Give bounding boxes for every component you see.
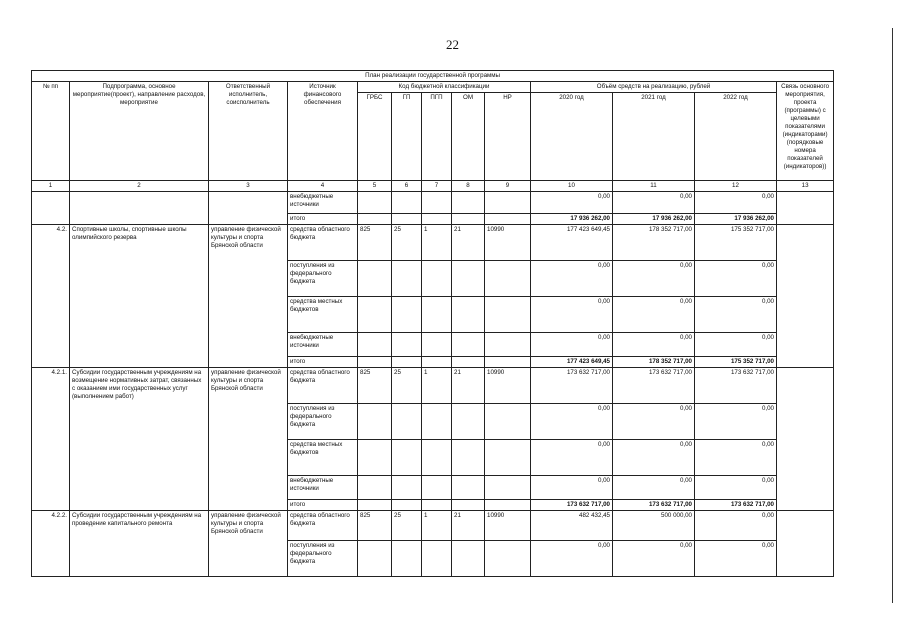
- cell-2022: 0,00: [695, 440, 777, 476]
- cell-2021: 173 632 717,00: [613, 368, 695, 404]
- cell-2022: 0,00: [695, 333, 777, 357]
- header-nr: НР: [485, 93, 531, 181]
- header-2022: 2022 год: [695, 93, 777, 181]
- cell-pgp: 1: [422, 225, 452, 261]
- page-edge-line: [892, 28, 893, 603]
- cell-program: Субсидии государственным учреждениям на возмещение нормативных затрат, связанных с оказанием ими государственных услуг (выполнением работ): [70, 368, 209, 511]
- cell-gp: 25: [392, 225, 422, 261]
- cell-2022: 0,00: [695, 297, 777, 333]
- header-om: ОМ: [452, 93, 485, 181]
- cell-source: итого: [288, 500, 358, 511]
- cell-executor: управление физической культуры и спорта Брянской области: [209, 225, 288, 368]
- header-row: [32, 82, 834, 93]
- cell-2020: 177 423 649,45: [531, 357, 613, 368]
- cell-num: 4.2.1.: [32, 368, 70, 511]
- header-gp: ГП: [392, 93, 422, 181]
- cell-2020: 0,00: [531, 541, 613, 577]
- cell-source: поступления из федерального бюджета: [288, 541, 358, 577]
- cell-executor: управление физической культуры и спорта Брянской области: [209, 511, 288, 577]
- cell-2022: 173 632 717,00: [695, 500, 777, 511]
- cell-2020: 173 632 717,00: [531, 368, 613, 404]
- cell-gp: 25: [392, 368, 422, 404]
- cell-2020: 0,00: [531, 297, 613, 333]
- cell-2022: 175 352 717,00: [695, 225, 777, 261]
- cell-2021: 0,00: [613, 261, 695, 297]
- cell-2020: 0,00: [531, 404, 613, 440]
- cell-2020: 0,00: [531, 192, 613, 214]
- cell-program: [70, 192, 209, 225]
- header-2021: 2021 год: [613, 93, 695, 181]
- cell-nr: 10990: [485, 511, 531, 541]
- cell-nr: 10990: [485, 225, 531, 261]
- cell-source: внебюджетные источники: [288, 476, 358, 500]
- cell-source: внебюджетные источники: [288, 192, 358, 214]
- cell-source: итого: [288, 214, 358, 225]
- cell-gp: 25: [392, 511, 422, 541]
- col-number: 9: [485, 181, 531, 192]
- cell-source: средства областного бюджета: [288, 511, 358, 541]
- cell-2021: 0,00: [613, 297, 695, 333]
- cell-2022: 175 352 717,00: [695, 357, 777, 368]
- cell-2020: 0,00: [531, 333, 613, 357]
- cell-om: 21: [452, 368, 485, 404]
- cell-source: поступления из федерального бюджета: [288, 404, 358, 440]
- col-number: 3: [209, 181, 288, 192]
- cell-pgp: 1: [422, 511, 452, 541]
- cell-source: средства местных бюджетов: [288, 440, 358, 476]
- cell-executor: [209, 192, 288, 225]
- cell-grbs: 825: [358, 511, 392, 541]
- col-number: 12: [695, 181, 777, 192]
- cell-om: 21: [452, 225, 485, 261]
- cell-program: Спортивные школы, спортивные школы олимпийского резерва: [70, 225, 209, 368]
- header-source: Источник финансового обеспечения: [288, 82, 358, 181]
- cell-2020: 482 432,45: [531, 511, 613, 541]
- cell-2021: 0,00: [613, 476, 695, 500]
- col-number: 7: [422, 181, 452, 192]
- col-number: 6: [392, 181, 422, 192]
- cell-2020: 0,00: [531, 440, 613, 476]
- table-title-row: [32, 71, 834, 82]
- cell-2021: 17 936 262,00: [613, 214, 695, 225]
- col-number: 1: [32, 181, 70, 192]
- cell-2022: 0,00: [695, 192, 777, 214]
- cell-program: Субсидии государственным учреждениям на проведение капитального ремонта: [70, 511, 209, 577]
- header-grbs: ГРБС: [358, 93, 392, 181]
- cell-2021: 0,00: [613, 440, 695, 476]
- cell-num: 4.2.: [32, 225, 70, 368]
- col-number: 10: [531, 181, 613, 192]
- col-number: 5: [358, 181, 392, 192]
- header-funds: Объём средств на реализацию, рублей: [531, 82, 777, 93]
- cell-source: средства областного бюджета: [288, 225, 358, 261]
- cell-2022: 0,00: [695, 511, 777, 541]
- cell-2022: 173 632 717,00: [695, 368, 777, 404]
- cell-num: 4.2.2.: [32, 511, 70, 577]
- cell-2022: 0,00: [695, 261, 777, 297]
- cell-2021: 0,00: [613, 333, 695, 357]
- cell-2020: 0,00: [531, 261, 613, 297]
- header-program: Подпрограмма, основное мероприятие(проект), направление расходов, мероприятие: [70, 82, 209, 181]
- col-number: 11: [613, 181, 695, 192]
- cell-2020: 0,00: [531, 476, 613, 500]
- col-number: 4: [288, 181, 358, 192]
- cell-grbs: 825: [358, 368, 392, 404]
- cell-2022: 17 936 262,00: [695, 214, 777, 225]
- cell-pgp: 1: [422, 368, 452, 404]
- table-row: [32, 511, 834, 541]
- cell-num: [32, 192, 70, 225]
- header-2020: 2020 год: [531, 93, 613, 181]
- cell-2022: 0,00: [695, 541, 777, 577]
- cell-2021: 178 352 717,00: [613, 357, 695, 368]
- cell-source: внебюджетные источники: [288, 333, 358, 357]
- col-number: 2: [70, 181, 209, 192]
- cell-source: средства местных бюджетов: [288, 297, 358, 333]
- column-number-row: [32, 181, 834, 192]
- table-row: [32, 225, 834, 261]
- cell-2021: 500 000,00: [613, 511, 695, 541]
- cell-source: средства областного бюджета: [288, 368, 358, 404]
- cell-2021: 173 632 717,00: [613, 500, 695, 511]
- cell-2022: 0,00: [695, 476, 777, 500]
- page-number: 22: [446, 37, 459, 52]
- cell-2021: 0,00: [613, 404, 695, 440]
- cell-2022: 0,00: [695, 404, 777, 440]
- cell-om: 21: [452, 511, 485, 541]
- header-link: Связь основного мероприятия, проекта (программы) с целевыми показателями (индикаторами) (порядковые номера показателей (индикаторов)): [777, 82, 834, 181]
- cell-2020: 177 423 649,45: [531, 225, 613, 261]
- cell-2020: 173 632 717,00: [531, 500, 613, 511]
- cell-nr: 10990: [485, 368, 531, 404]
- cell-2021: 178 352 717,00: [613, 225, 695, 261]
- col-number: 8: [452, 181, 485, 192]
- header-budget-code: Код бюджетной классификации: [358, 82, 531, 93]
- cell-2021: 0,00: [613, 541, 695, 577]
- table-title: План реализации государственной программы: [32, 71, 834, 82]
- cell-source: итого: [288, 357, 358, 368]
- table-row: [32, 368, 834, 404]
- cell-2020: 17 936 262,00: [531, 214, 613, 225]
- header-pgp: ПГП: [422, 93, 452, 181]
- cell-source: поступления из федерального бюджета: [288, 261, 358, 297]
- col-number: 13: [777, 181, 834, 192]
- cell-2021: 0,00: [613, 192, 695, 214]
- header-num: № пп: [32, 82, 70, 181]
- cell-executor: управление физической культуры и спорта Брянской области: [209, 368, 288, 511]
- plan-table: [31, 70, 834, 577]
- table-row: [32, 192, 834, 214]
- header-executor: Ответственный исполнитель, соисполнитель: [209, 82, 288, 181]
- cell-grbs: 825: [358, 225, 392, 261]
